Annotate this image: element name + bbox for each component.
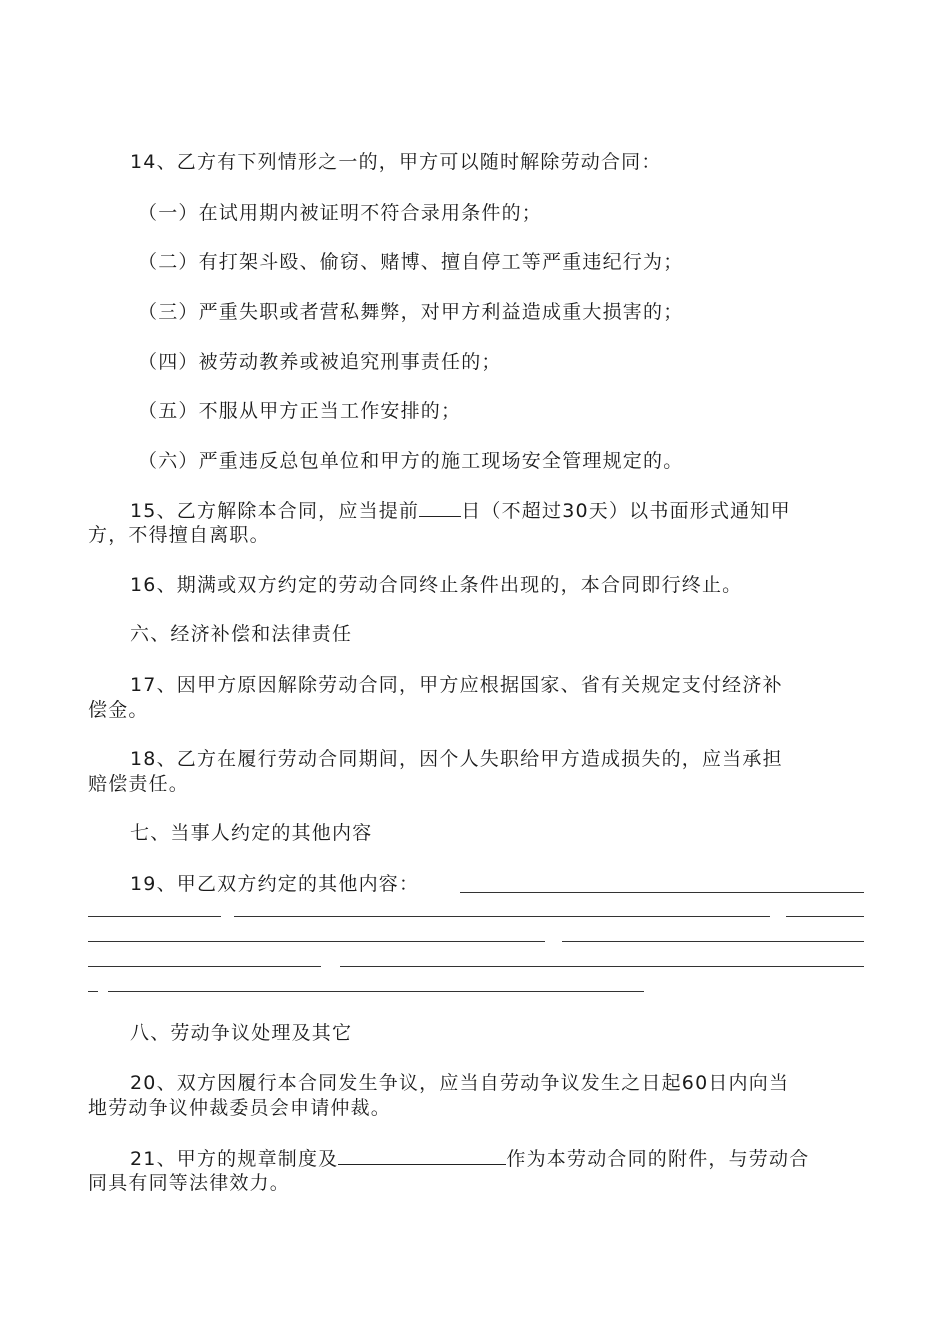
clause-16: 16、期满或双方约定的劳动合同终止条件出现的，本合同即行终止。 (130, 574, 743, 596)
blank-rule (460, 892, 864, 893)
clause-21-line-1 (130, 1146, 864, 1171)
blank-rule (88, 916, 221, 917)
blank-rule (234, 916, 770, 917)
clause-14-item-4: （四）被劳动教养或被追究刑事责任的； (138, 351, 502, 373)
blank-rule (88, 941, 545, 942)
clause-20-line-2: 地劳动争议仲裁委员会申请仲裁。 (88, 1097, 392, 1119)
clause-14-item-3: （三）严重失职或者营私舞弊，对甲方利益造成重大损害的； (138, 301, 684, 323)
clause-17-line-1: 17、因甲方原因解除劳动合同，甲方应根据国家、省有关规定支付经济补 (130, 674, 783, 696)
clause-21-line-2: 同具有同等法律效力。 (88, 1172, 291, 1194)
clause-15-text-b: 日（不超过30天）以书面形式通知甲 (461, 500, 791, 522)
blank-rule (562, 941, 864, 942)
clause-14-item-2: （二）有打架斗殴、偷窃、赌博、擅自停工等严重违纪行为； (138, 251, 684, 273)
clause-21-text-a: 21、甲方的规章制度及 (130, 1148, 339, 1170)
blank-rule (786, 916, 864, 917)
attachment-blank[interactable] (338, 1146, 506, 1165)
section-8-heading: 八、劳动争议处理及其它 (130, 1022, 353, 1044)
clause-14: 14、乙方有下列情形之一的，甲方可以随时解除劳动合同： (130, 151, 662, 173)
blank-rule (88, 991, 98, 992)
clause-18-line-1: 18、乙方在履行劳动合同期间，因个人失职给甲方造成损失的，应当承担 (130, 748, 783, 770)
blank-rule (108, 991, 644, 992)
clause-17-line-2: 偿金。 (88, 699, 149, 721)
section-7-heading: 七、当事人约定的其他内容 (130, 822, 373, 844)
blank-rule (88, 966, 321, 967)
clause-15-line-1 (130, 498, 864, 523)
clause-21-text-b: 作为本劳动合同的附件，与劳动合 (506, 1148, 810, 1170)
clause-19: 19、甲乙双方约定的其他内容： (130, 873, 420, 895)
clause-18-line-2: 赔偿责任。 (88, 773, 190, 795)
clause-14-item-1: （一）在试用期内被证明不符合录用条件的； (138, 202, 543, 224)
clause-14-item-5: （五）不服从甲方正当工作安排的； (138, 400, 462, 422)
clause-15-text-a: 15、乙方解除本合同，应当提前 (130, 500, 420, 522)
section-6-heading: 六、经济补偿和法律责任 (130, 623, 353, 645)
clause-20-line-1: 20、双方因履行本合同发生争议，应当自劳动争议发生之日起60日内向当 (130, 1072, 790, 1094)
notice-days-blank[interactable] (419, 498, 461, 517)
clause-15-line-2: 方，不得擅自离职。 (88, 524, 270, 546)
clause-14-item-6: （六）严重违反总包单位和甲方的施工现场安全管理规定的。 (138, 450, 684, 472)
blank-rule (340, 966, 864, 967)
